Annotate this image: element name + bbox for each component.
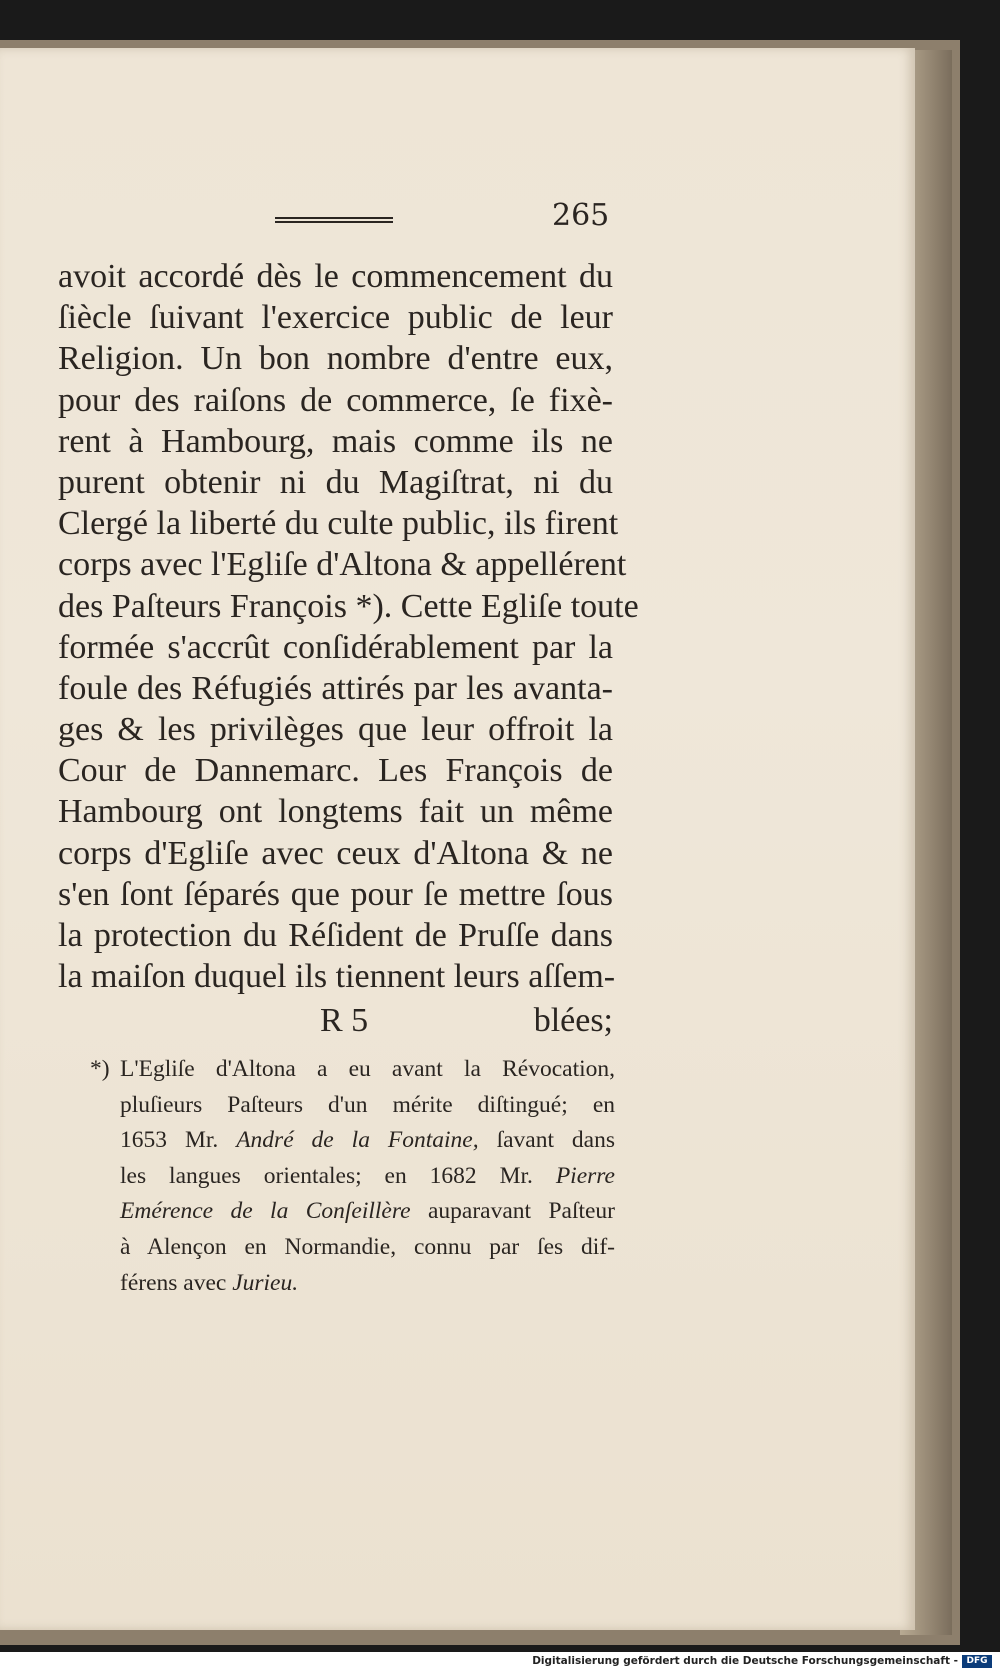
text-line: s'en ſont ſéparés que pour ſe mettre ſous [58, 875, 613, 913]
page-number: 265 [552, 198, 610, 233]
text-line: ſiècle ſuivant l'exercice public de leur [58, 299, 613, 337]
dfg-logo: DFG [962, 1655, 992, 1668]
text-line: Religion. Un bon nombre d'entre eux, [58, 340, 613, 378]
text-line: corps d'Egliſe avec ceux d'Altona & ne [58, 834, 613, 872]
text-line: Hambourg ont longtems fait un même [58, 793, 613, 831]
footnote-line: Emérence de la Conſeillère auparavant Paſteur [120, 1198, 616, 1225]
footnote-line: L'Egliſe d'Altona a eu avant la Révocation, [120, 1056, 615, 1082]
funding-credit: Digitalisierung gefördert durch die Deutsche Forschungsgemeinschaft - [532, 1655, 958, 1667]
text-line: Cour de Dannemarc. Les François de [58, 752, 613, 790]
footnote-line: pluſieurs Paſteurs d'un mérite diſtingué; en [120, 1091, 615, 1118]
text-line: la maiſon duquel ils tiennent leurs aſſem- [58, 958, 616, 996]
text-line: avoit accordé dès le commencement du [58, 258, 613, 295]
text-line: Clergé la liberté du culte public, ils firent [58, 505, 619, 543]
body-text [58, 256, 639, 997]
text-line: corps avec l'Egliſe d'Altona & appellérent [58, 546, 627, 584]
text-line: pour des raiſons de commerce, ſe fixè- [58, 381, 613, 419]
text-line: des Paſteurs François *). Cette Egliſe toute [58, 587, 639, 625]
header-rule [275, 217, 393, 226]
text-line: purent obtenir ni du Magiſtrat, ni du [58, 463, 613, 501]
footnote-line: les langues orientales; en 1682 Mr. Pierre [120, 1162, 615, 1189]
footnote-line: férens avec Jurieu. [120, 1269, 299, 1296]
signature-mark: R 5 [320, 1002, 369, 1039]
text-line: ges & les privilèges que leur offroit la [58, 711, 613, 749]
footnote-line: 1653 Mr. André de la Fontaine, ſavant dans [120, 1127, 615, 1154]
footnote-text [120, 1052, 615, 1301]
text-line: la protection du Réſident de Pruſſe dans [58, 917, 613, 954]
text-line: formée s'accrût conſidérablement par la [58, 628, 613, 666]
footnote-marker: *) [90, 1056, 110, 1082]
catchword: blées; [533, 1002, 613, 1039]
text-line: rent à Hambourg, mais comme ils ne [58, 422, 613, 460]
catch-row [58, 1002, 613, 1042]
footnote-line: à Alençon en Normandie, connu par ſes dif- [120, 1233, 615, 1260]
text-line: foule des Réfugiés attirés par les avanta- [58, 669, 613, 707]
